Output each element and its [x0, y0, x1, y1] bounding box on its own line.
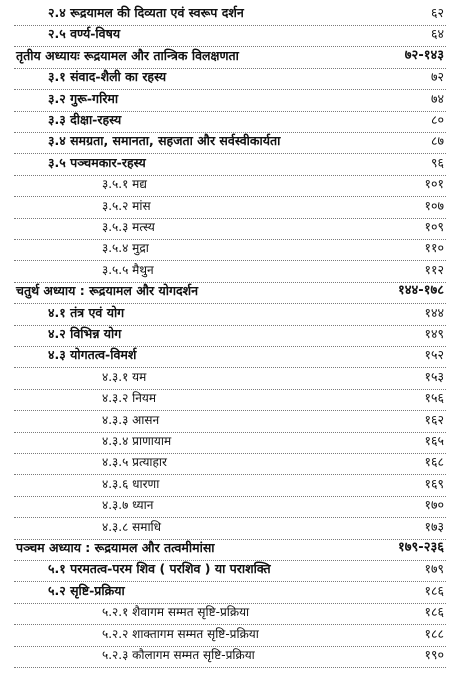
toc-entry-page-number: १०१ — [424, 176, 444, 192]
toc-entry-page-number: १८८ — [424, 625, 444, 641]
toc-entry-page-number: १९० — [424, 647, 444, 662]
toc-entry-title: ३.४ समग्रता, समानता, सहजता और सर्वस्वीकार्यता — [48, 133, 281, 149]
toc-entry-title: चतुर्थ अध्याय : रूद्रयामल और योगदर्शन — [16, 283, 199, 299]
toc-entry-title: ३.५ पञ्चमकार-रहस्य — [48, 154, 146, 170]
toc-entry-title: तृतीय अध्यायः रूद्रयामल और तान्त्रिक विलक्षणता — [16, 47, 239, 63]
toc-entry-title: ३.२ गुरू-गरिमा — [48, 90, 119, 106]
toc-entry-title: ४.२ विभिन्न योग — [48, 326, 122, 341]
toc-entry-title: ३.५.५ मैथुन — [102, 262, 154, 277]
toc-entry-page-number: ९६ — [430, 154, 444, 170]
toc-entry-page-number: १८६ — [424, 582, 444, 598]
toc-entry-page-number: १०७ — [424, 197, 444, 213]
toc-entry-title: ४.३.८ समाधि — [102, 519, 162, 534]
toc-entry-sub — [0, 646, 460, 672]
toc-entry-title: ३.५.३ मत्स्य — [102, 220, 155, 234]
toc-entry-title: २.४ रूद्रयामल की दिव्यता एवं स्वरूप दर्शन — [48, 5, 244, 20]
toc-entry-page-number: १५६ — [424, 390, 444, 406]
toc-entry-page-number: १६५ — [424, 433, 444, 448]
toc-entry-page-number: ६२ — [430, 5, 444, 20]
toc-entry-page-number: ८७ — [430, 133, 444, 149]
toc-entry-title: ३.५.४ मुद्रा — [102, 241, 149, 256]
toc-entry-title: पञ्चम अध्याय : रूद्रयामल और तत्वमीमांसा — [16, 540, 215, 555]
toc-entry-title: ४.१ तंत्र एवं योग — [48, 304, 125, 320]
toc-entry-title: ४.३.५ प्रत्याहार — [102, 455, 167, 470]
toc-entry-page-number: १७९ — [424, 561, 444, 577]
toc-entry-page-number: १७० — [424, 497, 444, 513]
toc-entry-title: ५.२ सृष्टि-प्रक्रिया — [48, 582, 125, 598]
toc-entry-title: ४.३.७ ध्यान — [102, 498, 154, 513]
toc-entry-title: ४.३.६ धारणा — [102, 476, 160, 491]
toc-entry-page-number: ७४ — [430, 90, 444, 106]
toc-entry-page-number: १५२ — [424, 347, 444, 363]
toc-entry-page-number: ६४ — [430, 26, 444, 42]
toc-entry-page-number: १६८ — [424, 454, 444, 470]
toc-entry-title: ४.३.३ आसन — [102, 412, 160, 427]
toc-entry-page-number: १७९-२३६ — [398, 540, 444, 555]
toc-entry-page-number: ७२ — [430, 69, 444, 85]
dotted-divider — [14, 667, 446, 668]
toc-entry-page-number: ८० — [430, 112, 444, 127]
toc-entry-page-number: १५३ — [424, 368, 444, 384]
toc-entry-title: ५.२.१ शैवागम सम्मत सृष्टि-प्रक्रिया — [102, 605, 250, 620]
toc-entry-page-number: १६२ — [424, 411, 444, 427]
toc-entry-title: ४.३.२ नियम — [102, 391, 157, 406]
toc-entry-page-number: ७२-१४३ — [404, 47, 444, 63]
toc-entry-page-number: १७३ — [424, 518, 444, 534]
toc-entry-page-number: १४४ — [424, 304, 444, 320]
toc-entry-title: ३.५.१ मद्य — [102, 177, 147, 192]
toc-entry-title: २.५ वर्ण्य-विषय — [48, 26, 121, 42]
toc-entry-page-number: ११२ — [424, 261, 444, 277]
toc-entry-title: ५.१ परमतत्व-परम शिव ( परशिव ) या पराशक्ति — [48, 561, 271, 577]
toc-entry-page-number: १०९ — [424, 219, 444, 234]
toc-entry-title: ४.३.१ यम — [102, 369, 147, 384]
toc-entry-title: ३.५.२ मांस — [102, 198, 151, 213]
toc-entry-page-number: १४४-१७८ — [398, 283, 444, 299]
toc-entry-page-number: १८६ — [424, 604, 444, 620]
toc-entry-title: ५.२.३ कौलागम सम्मत सृष्टि-प्रक्रिया — [102, 648, 255, 662]
toc-entry-title: ३.१ संवाद-शैली का रहस्य — [48, 69, 167, 85]
toc-entry-title: ४.३ योगतत्व-विमर्श — [48, 347, 137, 363]
toc-entry-page-number: ११० — [424, 240, 444, 256]
toc-entry-title: ३.३ दीक्षा-रहस्य — [48, 112, 122, 127]
toc-entry-title: ५.२.२ शाक्तागम सम्मत सृष्टि-प्रक्रिया — [102, 626, 259, 641]
toc-entry-page-number: १६९ — [424, 475, 444, 491]
toc-entry-page-number: १४९ — [424, 326, 444, 341]
toc-entry-title: ४.३.४ प्राणायाम — [102, 434, 172, 448]
